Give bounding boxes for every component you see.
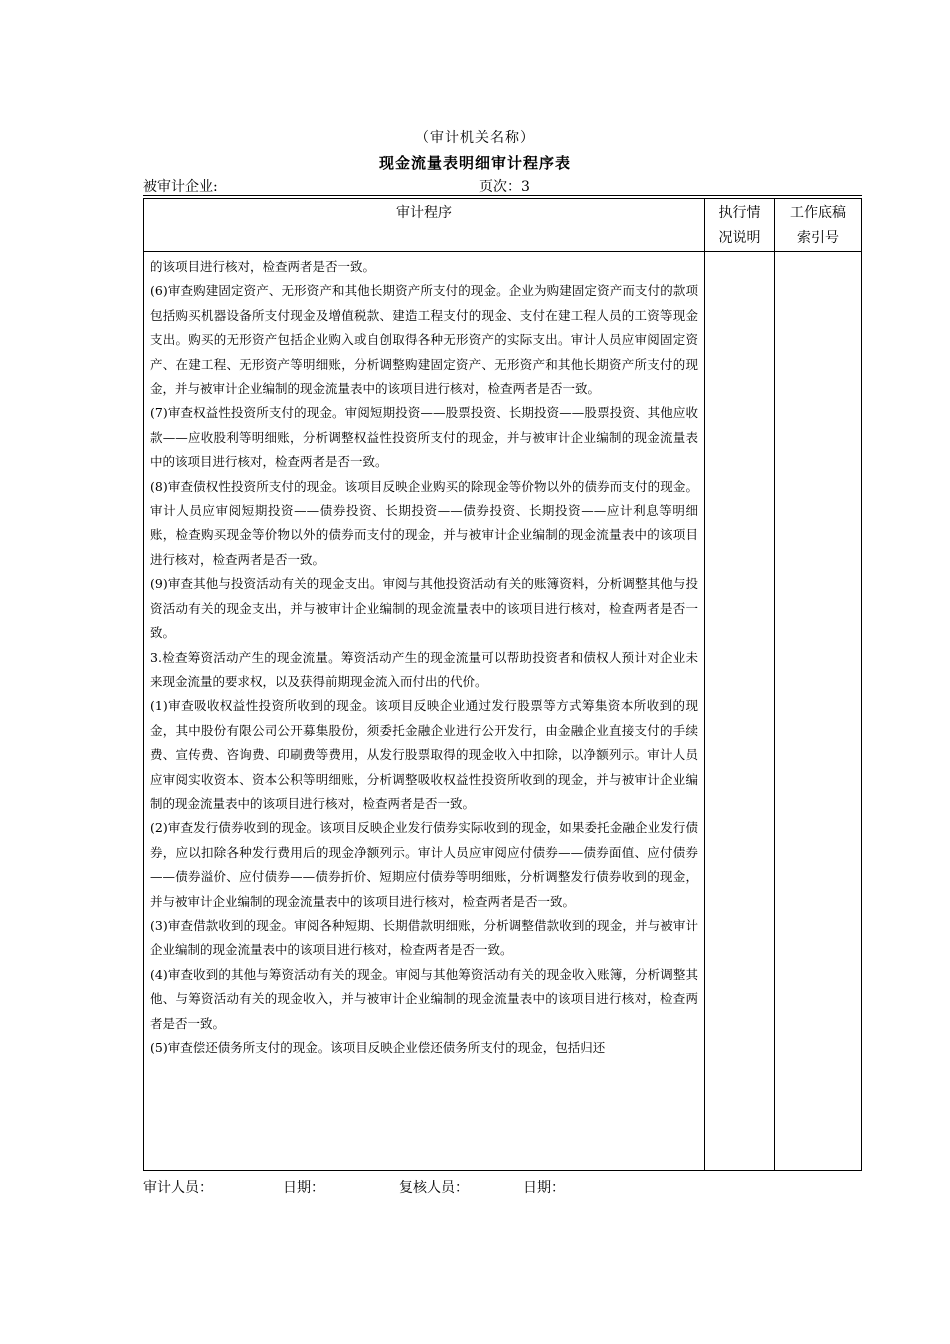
audit-date-label: 日期： [283, 1180, 325, 1196]
org-name: （审计机关名称） [415, 130, 535, 146]
review-date-label: 日期： [523, 1180, 565, 1196]
column-header-reference: 工作底稿 索引号 [790, 205, 846, 246]
procedure-paragraph: 的该项目进行核对，检查两者是否一致。 [150, 259, 376, 274]
document-title: 现金流量表明细审计程序表 [378, 154, 571, 172]
procedure-paragraph: (7)审查权益性投资所支付的现金。审阅短期投资——股票投资、长期投资——股票投资、其他应收款——应收股利等明细账，分析调整权益性投资所支付的现金，并与被审计企业编制的现金流量表中的该项目进行核对，检查两者是否一致。 [150, 405, 698, 470]
audit-procedure-table [143, 198, 862, 1171]
auditor-label: 审计人员： [143, 1180, 213, 1196]
procedure-paragraph: (1)审查吸收权益性投资所收到的现金。该项目反映企业通过发行股票等方式筹集资本所收到的现金，其中股份有限公司公开募集股份，须委托金融企业进行公开发行，由金融企业直接支付的手续费、宣传费、咨询费、印刷费等费用，从发行股票取得的现金收入中扣除，以净额列示。审计人员应审阅实收资本、资本公积等明细账，分析调整吸收权益性投资所收到的现金，并与被审计企业编制的现金流量表中的该项目进行核对，检查两者是否一致。 [150, 698, 698, 811]
column-header-execution: 执行情 况说明 [718, 205, 761, 246]
reviewer-label: 复核人员： [399, 1180, 469, 1196]
procedure-paragraph: (6)审查购建固定资产、无形资产和其他长期资产所支付的现金。企业为购建固定资产而支付的款项包括购买机器设备所支付现金及增值税款、建造工程支付的现金、支付在建工程人员的工资等现金支出。购买的无形资产包括企业购入或自创取得各种无形资产的实际支出。审计人员应审阅固定资产、在建工程、无形资产等明细账，分析调整购建固定资产、无形资产和其他长期资产所支付的现金，并与被审计企业编制的现金流量表中的该项目进行核对，检查两者是否一致。 [150, 283, 698, 397]
column-header-procedure: 审计程序 [396, 205, 452, 221]
procedure-paragraph: (3)审查借款收到的现金。审阅各种短期、长期借款明细账，分析调整借款收到的现金，并与被审计企业编制的现金流量表中的该项目进行核对，检查两者是否一致。 [150, 917, 698, 958]
header-line [143, 176, 862, 196]
column-divider [774, 199, 775, 1170]
procedure-content [150, 255, 698, 1060]
procedure-paragraph: 3.检查筹资活动产生的现金流量。筹资活动产生的现金流量可以帮助投资者和债权人预计对企业未来现金流量的要求权，以及获得前期现金流入而付出的代价。 [150, 649, 698, 689]
procedure-paragraph: (2)审查发行债券收到的现金。该项目反映企业发行债券实际收到的现金，如果委托金融企业发行债券，应以扣除各种发行费用后的现金净额列示。审计人员应审阅应付债券——债券面值、应付债券——债券溢价、应付债券——债券折价、短期应付债券等明细账，分析调整发行债券收到的现金，并与被审计企业编制的现金流量表中的该项目进行核对，检查两者是否一致。 [150, 820, 698, 909]
audited-entity-label: 被审计企业: [143, 179, 218, 195]
column-divider [704, 199, 705, 1170]
page-number: 页次：3 [479, 179, 530, 195]
procedure-paragraph: (9)审查其他与投资活动有关的现金支出。审阅与其他投资活动有关的账簿资料，分析调整其他与投资活动有关的现金支出，并与被审计企业编制的现金流量表中的该项目进行核对，检查两者是否一致。 [150, 576, 698, 641]
procedure-paragraph: (8)审查债权性投资所支付的现金。该项目反映企业购买的除现金等价物以外的债券而支付的现金。审计人员应审阅短期投资——债券投资、长期投资——债券投资、长期投资——应计利息等明细账，检查购买现金等价物以外的债券而支付的现金，并与被审计企业编制的现金流量表中的该项目进行核对，检查两者是否一致。 [150, 478, 698, 567]
header-row-divider [144, 251, 861, 252]
procedure-paragraph: (4)审查收到的其他与筹资活动有关的现金。审阅与其他筹资活动有关的现金收入账簿，分析调整其他、与筹资活动有关的现金收入，并与被审计企业编制的现金流量表中的该项目进行核对，检查两者是否一致。 [150, 966, 698, 1031]
signature-footer [143, 1177, 862, 1197]
procedure-paragraph: (5)审查偿还债务所支付的现金。该项目反映企业偿还债务所支付的现金，包括归还 [150, 1040, 606, 1055]
